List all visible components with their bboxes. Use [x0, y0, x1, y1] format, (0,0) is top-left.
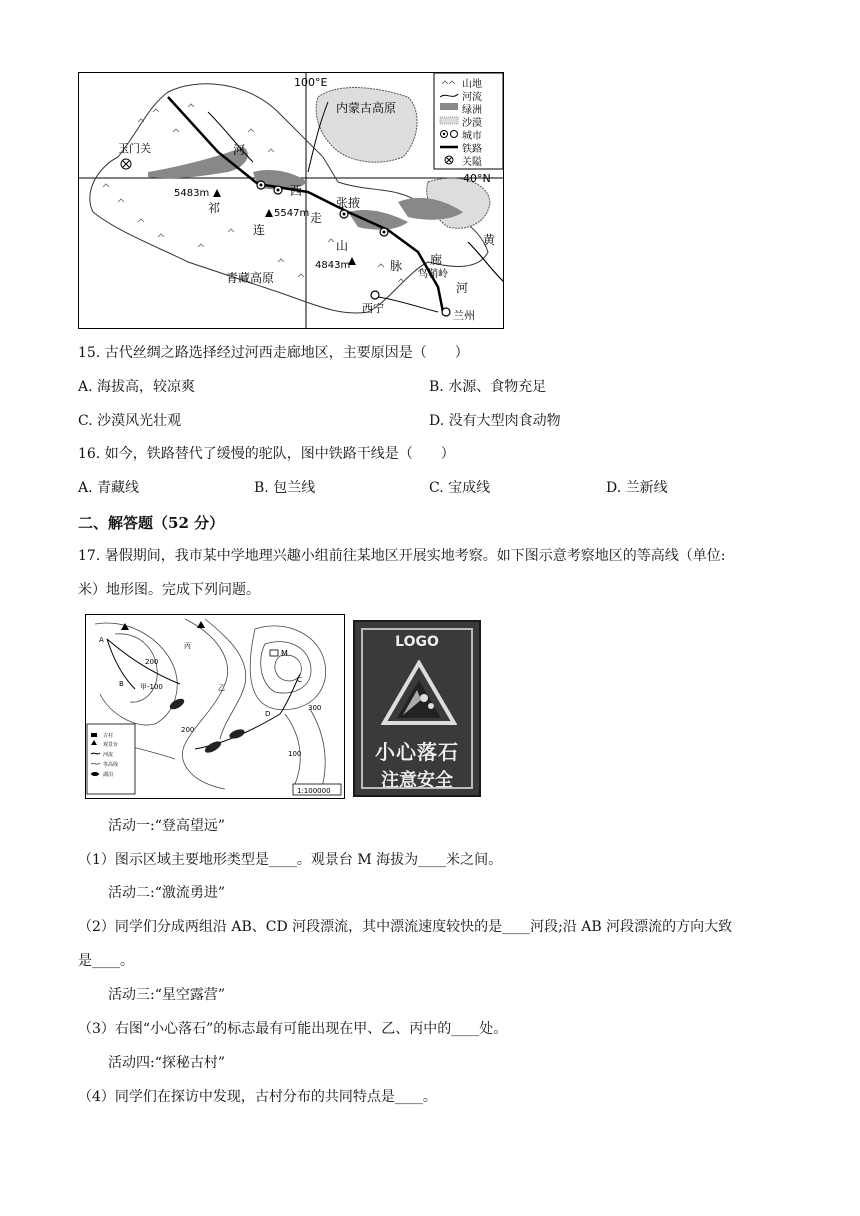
- map1-label: 内蒙古高原: [336, 101, 397, 115]
- map1-label: 青藏高原: [226, 271, 275, 285]
- map1-label: 连: [253, 223, 266, 237]
- contour-map: [85, 614, 345, 799]
- map1-label: 黄: [483, 233, 496, 247]
- activity-2-question-line2: 是____。: [78, 953, 134, 969]
- sign-line1: 小心落石: [375, 740, 459, 764]
- map1-label: 西: [290, 184, 303, 198]
- q15-option-b: B. 水源、食物充足: [429, 379, 547, 395]
- map1-label: 河: [233, 143, 246, 157]
- map1-legend: [434, 73, 503, 169]
- q15-option-d: D. 没有大型肉食动物: [429, 413, 561, 429]
- map1-label: 兰州: [453, 309, 475, 322]
- svg-text:M: M: [281, 649, 288, 658]
- map1-label: 乌鞘岭: [418, 269, 448, 280]
- map1-label: 河: [456, 281, 469, 295]
- sign-logo: LOGO: [395, 634, 439, 650]
- svg-text:铁路: 铁路: [462, 144, 482, 155]
- svg-text:城市: 城市: [462, 131, 482, 142]
- q16-option-d: D. 兰新线: [606, 480, 668, 496]
- svg-text:乙: 乙: [218, 684, 225, 692]
- svg-text:古村: 古村: [103, 733, 114, 739]
- svg-text:200: 200: [145, 658, 159, 666]
- svg-text:200: 200: [181, 726, 195, 734]
- map1-label: 玉门关: [118, 142, 151, 155]
- activity-3-question: （3）右图“小心落石”的标志最有可能出现在甲、乙、丙中的____处。: [78, 1021, 508, 1037]
- svg-text:河流: 河流: [462, 92, 482, 103]
- question-17-line2: 米）地形图。完成下列问题。: [78, 582, 260, 598]
- svg-text:A: A: [99, 636, 104, 644]
- activity-2-title: 活动二:“激流勇进”: [108, 885, 226, 901]
- activity-3-title: 活动三:“星空露营”: [108, 987, 226, 1003]
- map1-label: 4843m: [315, 260, 351, 271]
- map1-label: 张掖: [336, 196, 361, 210]
- svg-text:300: 300: [308, 704, 322, 712]
- activity-1-question: （1）图示区域主要地形类型是____。观景台 M 海拔为____米之间。: [78, 852, 503, 868]
- svg-text:沙漠: 沙漠: [462, 118, 482, 129]
- q15-option-c: C. 沙漠风光壮观: [78, 413, 182, 429]
- map1-label: 5547m: [274, 208, 310, 219]
- q15-option-a: A. 海拔高，较凉爽: [78, 379, 196, 395]
- falling-rocks-sign: [353, 620, 481, 797]
- svg-text:D: D: [265, 710, 271, 718]
- question-17-line1: 17. 暑假期间，我市某中学地理兴趣小组前往某地区开展实地考察。如下图示意考察地区的等高线（单位:: [78, 548, 726, 564]
- map1-label: 走: [310, 211, 323, 225]
- activity-4-title: 活动四:“探秘古村”: [108, 1055, 226, 1071]
- map1-label: 廊: [430, 253, 443, 267]
- svg-text:丙: 丙: [184, 642, 191, 650]
- activity-2-question-line1: （2）同学们分成两组沿 AB、CD 河段漂流，其中漂流速度较快的是____河段;沿 AB 河段漂流的方向大致: [78, 919, 733, 935]
- svg-text:绿洲: 绿洲: [462, 105, 482, 116]
- map1-label: 脉: [390, 259, 403, 273]
- q16-option-b: B. 包兰线: [254, 480, 316, 496]
- q16-option-a: A. 青藏线: [78, 480, 140, 496]
- map1-label: 祁: [208, 201, 221, 215]
- svg-text:观景台: 观景台: [103, 742, 119, 748]
- parallel-label: 40°N: [463, 172, 491, 185]
- question-15-stem: 15. 古代丝绸之路选择经过河西走廊地区，主要原因是（ ）: [78, 345, 469, 361]
- svg-text:关隘: 关隘: [462, 157, 482, 168]
- hexi-corridor-map: [78, 72, 504, 329]
- warning-triangle-icon: [381, 660, 457, 726]
- map1-label: 西宁: [362, 302, 384, 315]
- svg-text:等高线: 等高线: [103, 762, 119, 768]
- svg-text:甲-100: 甲-100: [140, 683, 163, 691]
- svg-text:山地: 山地: [462, 79, 482, 90]
- meridian-label: 100°E: [294, 76, 328, 89]
- sign-line2: 注意安全: [381, 770, 453, 791]
- map1-label: 山: [336, 239, 349, 253]
- q16-option-c: C. 宝成线: [429, 480, 491, 496]
- svg-text:1:100000: 1:100000: [297, 787, 331, 795]
- activity-4-question: （4）同学们在探访中发现，古村分布的共同特点是____。: [78, 1089, 437, 1105]
- svg-text:100: 100: [288, 750, 302, 758]
- svg-text:河流: 河流: [103, 752, 114, 758]
- map1-label: 5483m: [174, 188, 210, 199]
- question-16-stem: 16. 如今，铁路替代了缓慢的驼队，图中铁路干线是（ ）: [78, 446, 455, 462]
- activity-1-title: 活动一:“登高望远”: [108, 818, 226, 834]
- svg-text:湖泊: 湖泊: [103, 772, 114, 778]
- svg-text:B: B: [119, 680, 124, 688]
- svg-text:C: C: [297, 676, 302, 684]
- section-heading: 二、解答题（52 分）: [78, 514, 225, 532]
